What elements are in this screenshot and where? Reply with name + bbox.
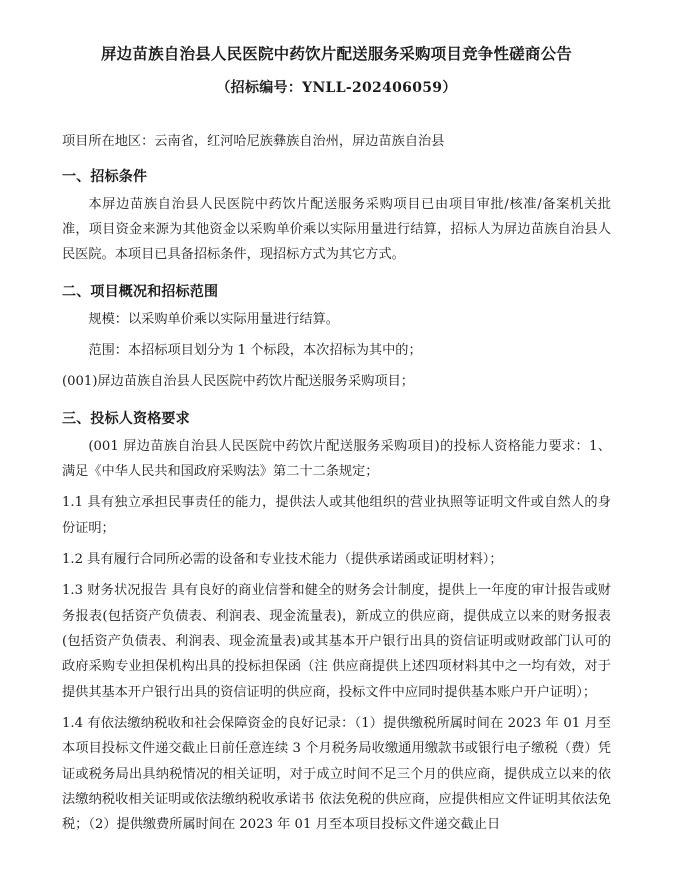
section-3-paragraph-1: (001 屏边苗族自治县人民医院中药饮片配送服务采购项目)的投标人资格能力要求：1、满足《中华人民共和国政府采购法》第二十二条规定；	[62, 438, 611, 479]
section-2-paragraph-2: 范围：本招标项目划分为 1 个标段，本次招标为其中的；	[88, 342, 422, 358]
page-title: 屏边苗族自治县人民医院中药饮片配送服务采购项目竞争性磋商公告	[100, 44, 572, 63]
section-3-item-1-4: 1.4 有依法缴纳税收和社会保障资金的良好记录：（1）提供缴税所属时间在 2023 年 01 月至本项目投标文件递交截止日前任意连续 3 个月税务局收缴通用缴款书或银行电子缴税（费）凭证或税务局出具纳税情况的相关证明，对于成立时间不足三个月的供应商，提供成立以来的依法缴纳税收相关证明或依法缴纳税收承诺书 依法免税的供应商，应提供相应文件证明其依法免税；（2）提供缴费所属时间在 2023 年 01 月至本项目投标文件递交截止日	[62, 716, 611, 833]
section-2-paragraph-3: (001)屏边苗族自治县人民医院中药饮片配送服务采购项目；	[62, 374, 414, 390]
section-heading-3: 三、投标人资格要求	[62, 410, 190, 427]
section-3-item-1-2: 1.2 具有履行合同所必需的设备和专业技术能力（提供承诺函或证明材料）；	[62, 552, 503, 567]
section-3-item-1-3: 1.3 财务状况报告 具有良好的商业信誉和健全的财务会计制度，提供上一年度的审计报告或财务报表(包括资产负债表、利润表、现金流量表)，新成立的供应商，提供成立以来的财务报表(包括资产负债表、利润表、现金流量表)或其基本开户银行出具的资信证明或财政部门认可的政府采购专业担保机构出具的投标担保函（注 供应商提供上述四项材料其中之一均有效，对于提供其基本开户银行出具的资信证明的供应商，投标文件中应同时提供基本账户开户证明）；	[62, 583, 611, 700]
section-3-item-1-1: 1.1 具有独立承担民事责任的能力，提供法人或其他组织的营业执照等证明文件或自然人的身份证明；	[62, 495, 611, 536]
section-heading-2: 二、项目概况和招标范围	[62, 283, 219, 300]
project-location: 项目所在地区：云南省，红河哈尼族彝族自治州，屏边苗族自治县	[62, 134, 445, 150]
section-1-paragraph-1: 本屏边苗族自治县人民医院中药饮片配送服务采购项目已由项目审批/核准/备案机关批准，项目资金来源为其他资金以采购单价乘以实际用量进行结算，招标人为屏边苗族自治县人民医院。本项目已具备招标条件，现招标方式为其它方式。	[62, 196, 611, 263]
section-2-paragraph-1: 规模：以采购单价乘以实际用量进行结算。	[88, 311, 339, 327]
document-number: （招标编号：YNLL-202406059）	[216, 80, 457, 97]
section-heading-1: 一、招标条件	[62, 168, 148, 185]
